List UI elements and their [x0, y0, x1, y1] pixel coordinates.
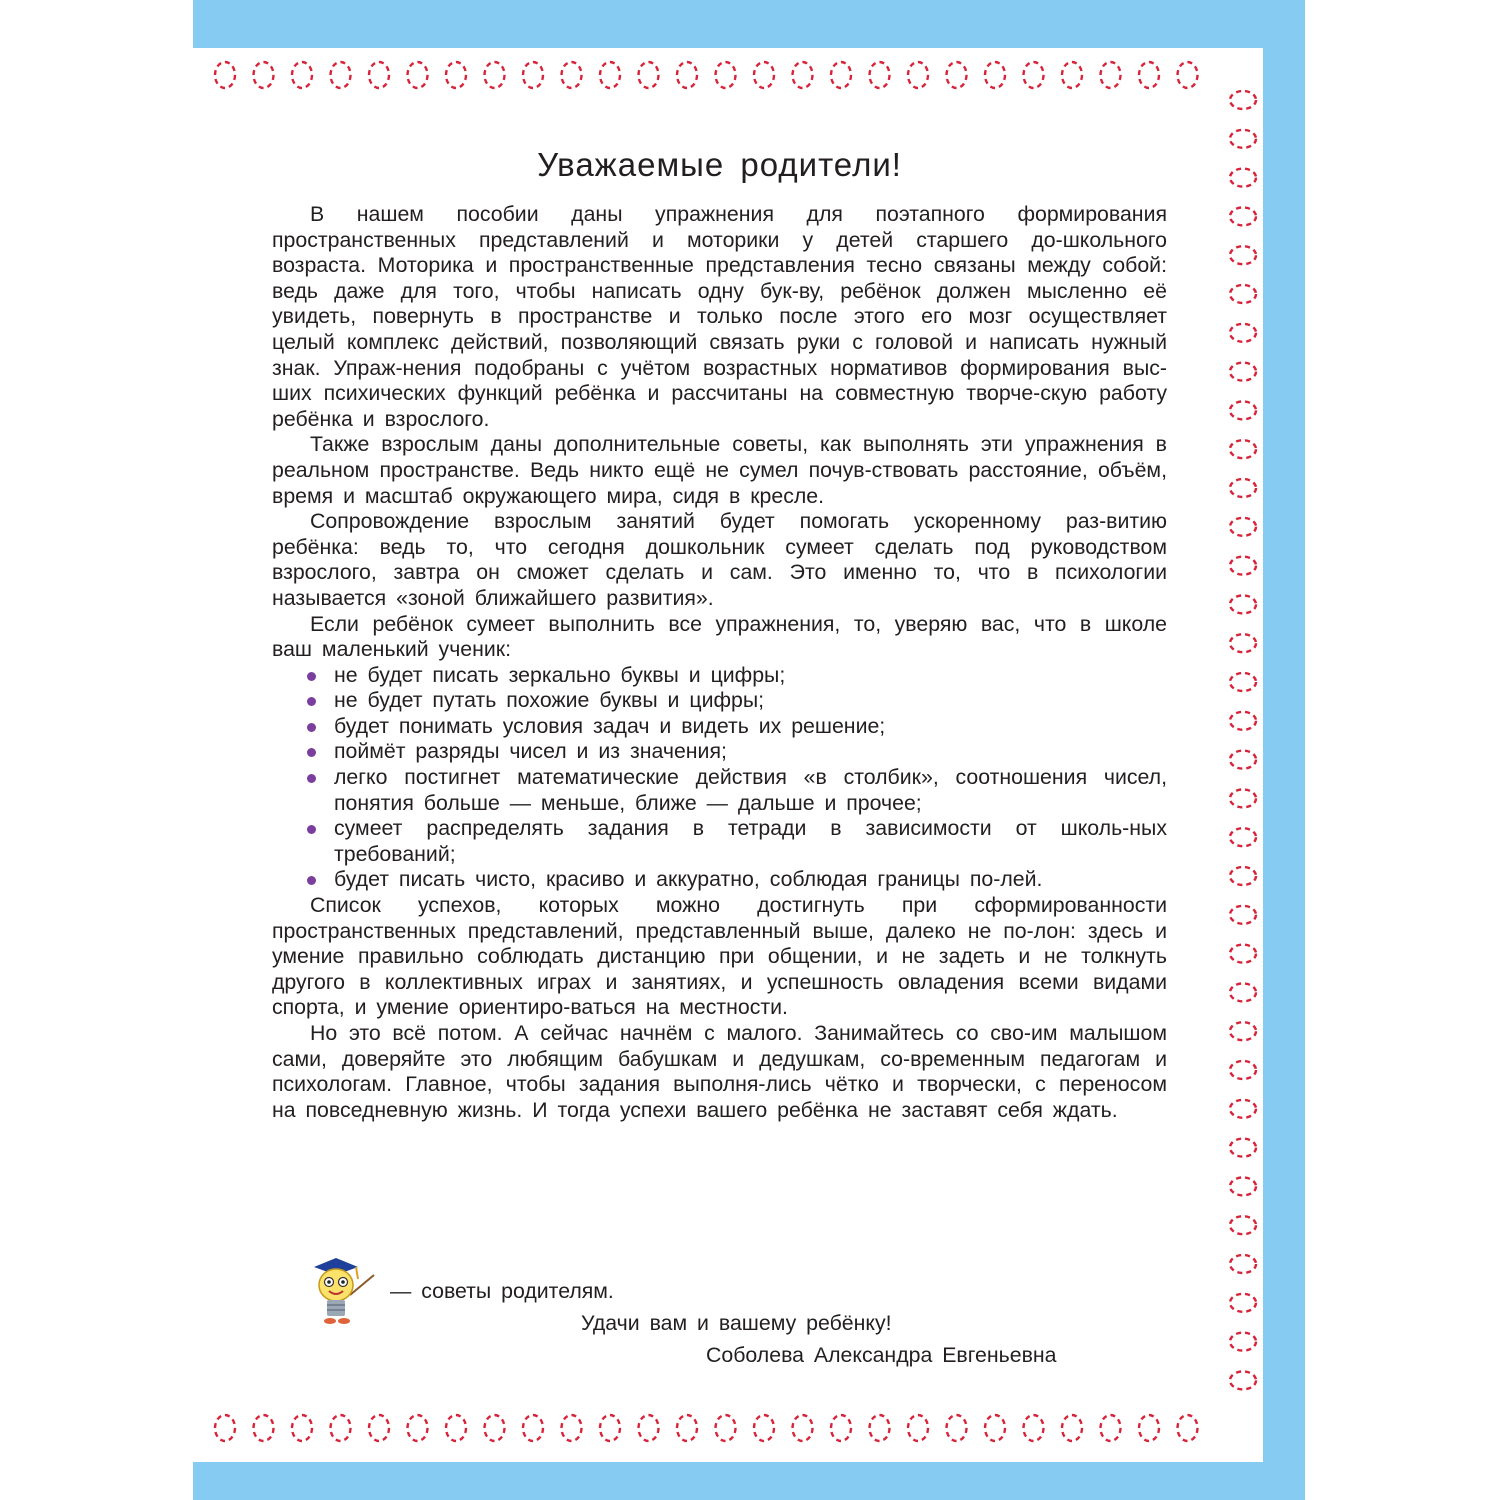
stitch-loop [369, 62, 389, 88]
paragraph-final: Но это всё потом. А сейчас начнём с малого. Занимайтесь со сво-им малышом сами, доверяйте это любящим бабушкам и дедушкам, со-временным педагогам и психологам. Главное, чтобы задания выполня-лись чётко и творчески, с переносом на повседневную жизнь. И тогда успехи вашего ребёнка не заставят себя ждать. [272, 1021, 1167, 1122]
stitch-loop [485, 1415, 505, 1441]
stitch-loop [215, 1415, 235, 1441]
stitch-loop [1230, 324, 1256, 342]
stitch-loop [793, 62, 813, 88]
stitch-loop [1139, 62, 1159, 88]
stitch-loop [831, 1415, 851, 1441]
paragraph-support: Сопровождение взрослым занятий будет помогать ускоренному раз-витию ребёнка: ведь то, что сегодня дошкольник сумеет сделать под руководством взрослого, завтра он сможет сделать и сам. Это именно то, что в психологии называется «зоной ближайшего развития». [272, 509, 1167, 610]
stitch-loop [908, 62, 928, 88]
stitch-loop [1230, 906, 1256, 924]
stitch-loop [677, 62, 697, 88]
stitch-loop [1101, 1415, 1121, 1441]
letter-body [272, 140, 1167, 1123]
stitch-loop [1230, 595, 1256, 613]
stitch-loop [523, 1415, 543, 1441]
list-item: поймёт разряды чисел и из значения; [272, 739, 1167, 765]
stitch-loop [754, 1415, 774, 1441]
stitch-loop [908, 1415, 928, 1441]
stitch-loop [831, 62, 851, 88]
stitch-loop [793, 1415, 813, 1441]
stitch-loop [331, 62, 351, 88]
stitch-loop [600, 1415, 620, 1441]
stitch-loop [1230, 285, 1256, 303]
stitch-loop [1230, 1333, 1256, 1351]
stitch-loop [1230, 91, 1256, 109]
paragraph-tips: Также взрослым даны дополнительные советы, как выполнять эти упражнения в реальном пространстве. Ведь никто ещё не сумел почув-ствовать расстояние, объём, время и масштаб окружающего мира, сидя в кресле. [272, 432, 1167, 508]
list-item: будет писать чисто, красиво и аккуратно, соблюдая границы по-лей. [272, 867, 1167, 893]
stitch-loop [1230, 945, 1256, 963]
stitch-loop [600, 62, 620, 88]
stitch-loop [1230, 828, 1256, 846]
stitch-loop [408, 62, 428, 88]
stitch-loop [1230, 1100, 1256, 1118]
stitch-loop [1230, 518, 1256, 536]
page-title: Уважаемые родители! [537, 146, 902, 183]
stitch-loop [716, 1415, 736, 1441]
list-item: легко постигнет математические действия «в столбик», соотношения чисел, понятия больше — меньше, ближе — дальше и прочее; [272, 765, 1167, 816]
stitch-loop [1062, 1415, 1082, 1441]
stitch-loop [408, 1415, 428, 1441]
stitch-loop [1230, 1371, 1256, 1389]
stitch-loop [1101, 62, 1121, 88]
stitch-loop [1230, 401, 1256, 419]
lightbulb-teacher-icon [300, 1255, 376, 1327]
stitch-loop [254, 62, 274, 88]
stitch-loop [254, 1415, 274, 1441]
stitch-loop [1230, 751, 1256, 769]
stitch-loop [1230, 363, 1256, 381]
legend-text: — советы родителям. [390, 1279, 614, 1303]
stitch-loop [1062, 62, 1082, 88]
stitch-loop [639, 1415, 659, 1441]
stitch-loop [985, 62, 1005, 88]
stitch-loop [639, 62, 659, 88]
stitch-loop [1024, 62, 1044, 88]
list-item: не будет путать похожие буквы и цифры; [272, 688, 1167, 714]
paragraph-intro: В нашем пособии даны упражнения для поэтапного формирования пространственных представлений и моторики у детей старшего до-школьного возраста. Моторика и пространственные представления тесно связаны между собой: ведь даже для того, чтобы написать одну бук-ву, ребёнок должен мысленно её увидеть, повернуть в пространстве и только после этого его мозг осуществляет целый комплекс действий, позволяющий связать руки с головой и написать нужный знак. Упраж-нения подобраны с учётом возрастных нормативов формирования выс-ших психических функций ребёнка и рассчитаны на совместную творче-скую работу ребёнка и взрослого. [272, 202, 1167, 431]
stitch-loop [1230, 983, 1256, 1001]
stitch-loop [1230, 634, 1256, 652]
stitch-loop [1230, 479, 1256, 497]
stitch-loop [677, 1415, 697, 1441]
list-item: будет понимать условия задач и видеть их решение; [272, 714, 1167, 740]
stitch-loop [947, 1415, 967, 1441]
stitch-loop [1178, 1415, 1198, 1441]
stitch-loop [1230, 440, 1256, 458]
stitch-loop [985, 1415, 1005, 1441]
stitch-loop [1230, 1022, 1256, 1040]
stitch-loop [1230, 1061, 1256, 1079]
stitch-loop [292, 62, 312, 88]
list-item: не будет писать зеркально буквы и цифры; [272, 663, 1167, 689]
stitch-loop [446, 1415, 466, 1441]
stitch-loop [870, 62, 890, 88]
stitch-loop [292, 1415, 312, 1441]
stitch-loop [331, 1415, 351, 1441]
stitch-loop [562, 1415, 582, 1441]
stitch-loop [1230, 1216, 1256, 1234]
stitch-loop [1230, 169, 1256, 187]
list-item: сумеет распределять задания в тетради в зависимости от школь-ных требований; [272, 816, 1167, 867]
stitch-loop [1230, 1177, 1256, 1195]
stitch-loop [369, 1415, 389, 1441]
stitch-loop [1139, 1415, 1159, 1441]
stitch-loop [1230, 1139, 1256, 1157]
stitch-loop [1024, 1415, 1044, 1441]
paragraph-successes: Список успехов, которых можно достигнуть при сформированности пространственных представлений, представленный выше, далеко не по-лон: здесь и умение правильно соблюдать дистанцию при общении, и не задеть и не толкнуть другого в коллективных играх и занятиях, и успешность овладения всеми видами спорта, и умение ориентиро-ваться на местности. [272, 893, 1167, 1020]
stitch-loop [1230, 130, 1256, 148]
stitch-loop [1230, 867, 1256, 885]
signature-block [300, 1256, 1180, 1367]
stitch-loop [1230, 789, 1256, 807]
stitch-loop [1230, 1294, 1256, 1312]
stitch-loop [1230, 557, 1256, 575]
stitch-loop [215, 62, 235, 88]
stitch-loop [523, 62, 543, 88]
stitch-loop [870, 1415, 890, 1441]
stitch-loop [1230, 246, 1256, 264]
stitch-loop [446, 62, 466, 88]
stitch-loop [716, 62, 736, 88]
stitch-loop [1230, 1255, 1256, 1273]
stitch-loop [1230, 673, 1256, 691]
stitch-loop [1230, 207, 1256, 225]
stitch-loop [754, 62, 774, 88]
author-name: Соболева Александра Евгеньевна [706, 1343, 1057, 1367]
stitch-loop [947, 62, 967, 88]
stitch-loop [1178, 62, 1198, 88]
stitch-loop [562, 62, 582, 88]
benefits-list [272, 663, 1167, 893]
wish-line: Удачи вам и вашему ребёнку! [581, 1311, 892, 1335]
stitch-loop [1230, 712, 1256, 730]
stitch-loop [485, 62, 505, 88]
paragraph-list-intro: Если ребёнок сумеет выполнить все упражнения, то, уверяю вас, что в школе ваш маленький ученик: [272, 611, 1167, 662]
